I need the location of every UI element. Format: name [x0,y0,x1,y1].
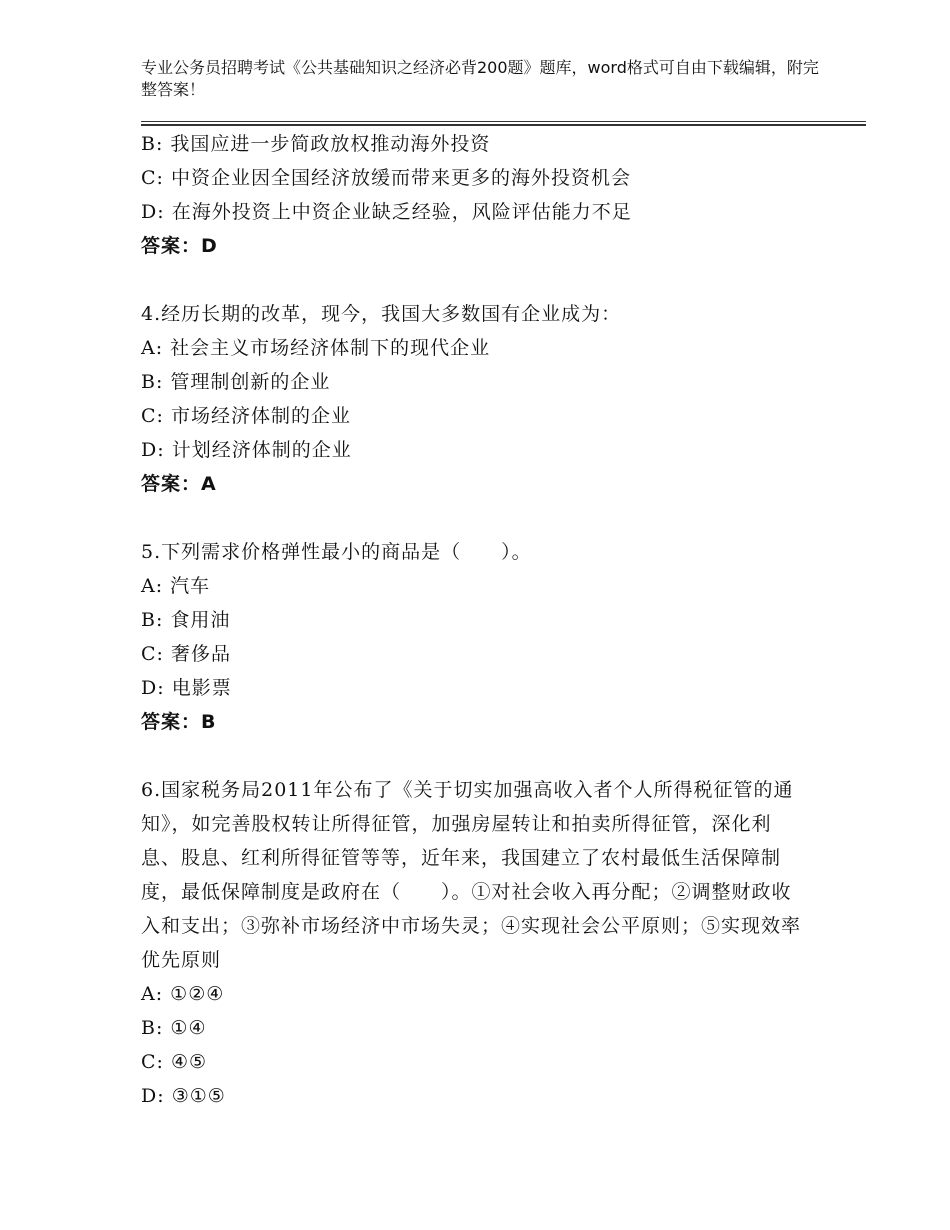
question-6 [141,773,811,1113]
option-c [141,1045,811,1079]
question-stem: 5.下列需求价格弹性最小的商品是（ ）。 [141,541,532,563]
option-letter: C: [141,643,164,665]
option-c [141,161,811,195]
question-stem: 4.经历长期的改革，现今，我国大多数国有企业成为： [141,303,622,325]
question-stem: 6.国家税务局2011年公布了《关于切实加强高收入者个人所得税征管的通知》，如完善股权转让所得征管，加强房屋转让和拍卖所得征管，深化利息、股息、红利所得征管等等，近年来，我国建立了农村最低生活保障制度，最低保障制度是政府在（ ）。①对社会收入再分配；②调整财政收入和支出；③弥补市场经济中市场失灵；④实现社会公平原则；⑤实现效率优先原则 [141,779,802,971]
option-text: 我国应进一步简政放权推动海外投资 [170,133,491,155]
option-text: ④⑤ [171,1051,208,1073]
option-letter: C: [141,167,164,189]
option-a [141,569,811,603]
option-text: 奢侈品 [171,643,232,665]
spacer [141,263,811,297]
answer-label: 答案：D [141,235,218,257]
option-text: 汽车 [170,575,211,597]
option-letter: D: [141,677,165,699]
option-letter: B: [141,609,164,631]
header-rule-thin [141,121,866,122]
option-d [141,195,811,229]
option-letter: B: [141,1017,164,1039]
option-a [141,331,811,365]
spacer [141,739,811,773]
option-text: 社会主义市场经济体制下的现代企业 [170,337,491,359]
question-content [141,127,811,1113]
option-text: 管理制创新的企业 [170,371,331,393]
option-letter: B: [141,133,164,155]
option-c [141,399,811,433]
option-d [141,1079,811,1113]
question-4 [141,297,811,501]
option-letter: A: [141,575,164,597]
option-a [141,977,811,1011]
option-text: ③①⑤ [171,1085,226,1107]
option-b [141,127,811,161]
option-c [141,637,811,671]
option-text: ①④ [170,1017,207,1039]
option-b [141,603,811,637]
option-letter: A: [141,337,164,359]
page-header: 专业公务员招聘考试《公共基础知识之经济必背200题》题库，word格式可自由下载编辑，附完整答案！ [141,58,819,99]
answer-label: 答案：B [141,711,217,733]
option-text: 食用油 [170,609,231,631]
option-letter: C: [141,1051,164,1073]
header-rule-thick [141,124,866,126]
option-text: 中资企业因全国经济放缓而带来更多的海外投资机会 [171,167,632,189]
option-text: 市场经济体制的企业 [171,405,352,427]
option-letter: D: [141,1085,165,1107]
option-letter: D: [141,439,165,461]
option-b [141,365,811,399]
option-text: 在海外投资上中资企业缺乏经验，风险评估能力不足 [171,201,632,223]
option-d [141,671,811,705]
option-letter: D: [141,201,165,223]
option-letter: A: [141,983,164,1005]
option-text: 电影票 [171,677,232,699]
option-d [141,433,811,467]
option-text: 计划经济体制的企业 [171,439,352,461]
question-3-tail [141,127,811,263]
spacer [141,501,811,535]
option-b [141,1011,811,1045]
answer-label: 答案：A [141,473,217,495]
option-letter: B: [141,371,164,393]
option-letter: C: [141,405,164,427]
question-5 [141,535,811,739]
option-text: ①②④ [170,983,225,1005]
